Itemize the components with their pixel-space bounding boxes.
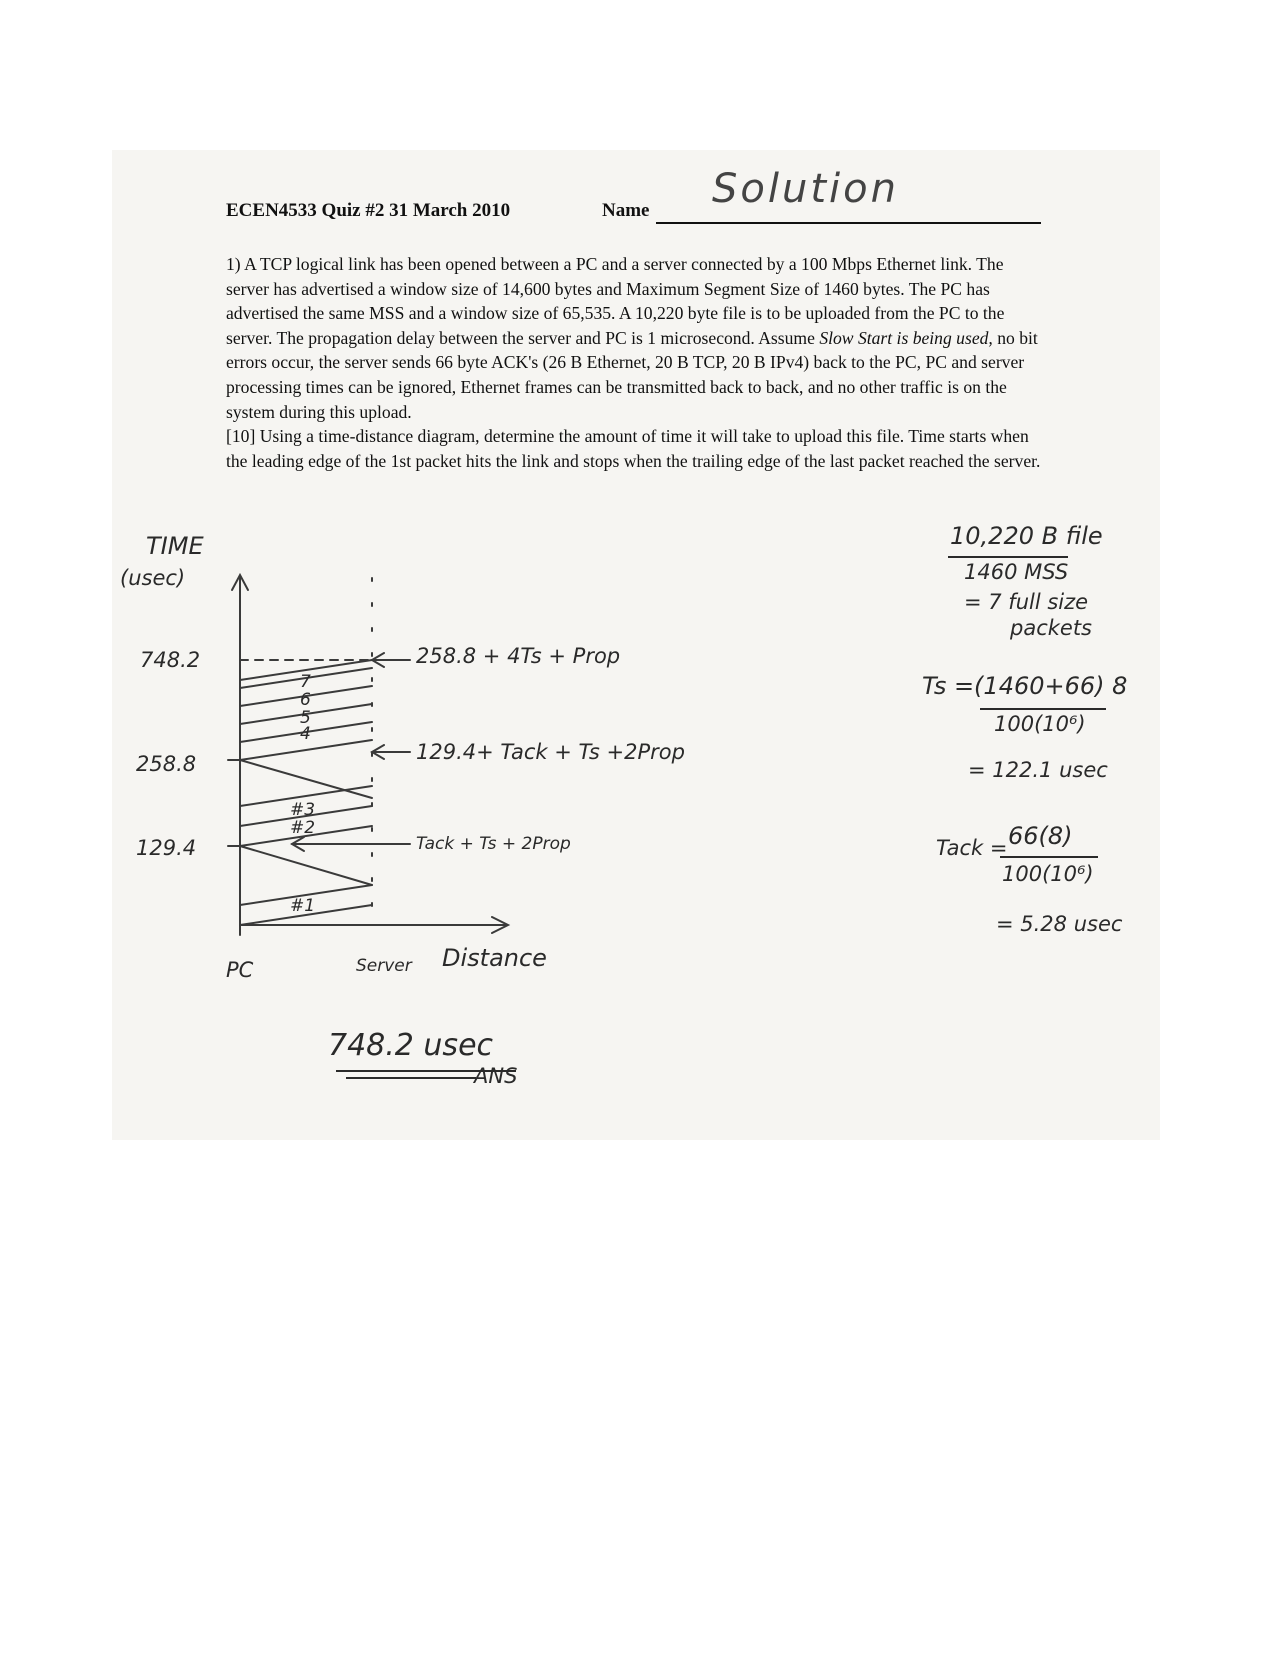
- work-packets-2: packets: [1010, 616, 1093, 640]
- work-tack-label: Tack =: [936, 836, 1008, 860]
- packet-label-5: 5: [300, 708, 311, 728]
- quiz-title: ECEN4533 Quiz #2 31 March 2010: [226, 200, 511, 221]
- annotation-748: 258.8 + 4Ts + Prop: [416, 644, 621, 668]
- y-axis-label-time: TIME: [146, 532, 204, 560]
- annotation-258: 129.4+ Tack + Ts +2Prop: [416, 740, 685, 764]
- work-ts-formula: Ts =(1460+66) 8: [922, 672, 1128, 700]
- work-tack-denominator: 100(10⁶): [1002, 862, 1094, 886]
- work-mss: 1460 MSS: [964, 560, 1069, 584]
- ack-1: [240, 846, 372, 885]
- work-ts-result: = 122.1 usec: [968, 758, 1108, 782]
- server-label: Server: [356, 956, 412, 976]
- work-ts-denominator: 100(10⁶): [994, 712, 1086, 736]
- time-mark-258: 258.8: [136, 752, 197, 776]
- annotation-129: Tack + Ts + 2Prop: [416, 834, 571, 854]
- work-packets: = 7 full size: [964, 590, 1089, 614]
- ack-2: [240, 760, 372, 798]
- answer-value: 748.2 usec: [328, 1028, 494, 1063]
- work-fraction-bar-3: [1000, 856, 1098, 858]
- work-fraction-bar-1: [948, 556, 1068, 558]
- name-label: Name: [602, 200, 650, 221]
- name-handwritten: Solution: [712, 166, 899, 212]
- answer-underline-2: [346, 1077, 476, 1079]
- work-fraction-bar-2: [980, 708, 1106, 710]
- x-axis-label: Distance: [442, 944, 547, 972]
- work-tack-result: = 5.28 usec: [996, 912, 1123, 936]
- packet-label-3: #3: [290, 800, 316, 820]
- time-mark-129: 129.4: [136, 836, 197, 860]
- problem-paragraph-1: 1) A TCP logical link has been opened between a PC and a server connected by a 100 Mbps Ethernet link. The server has advertised a window size of 14,600 bytes and Maximum Segment Size of 1460 bytes. The PC has advertised the same MSS and a window size of 65,535. A 10,220 byte file is to be uploaded from the PC to the server. The propagation delay between the server and PC is 1 microsecond. Assume Slow Start is being used, no bit errors occur, the server sends 66 byte ACK's (26 B Ethernet, 20 B TCP, 20 B IPv4) back to the PC, PC and server processing times can be ignored, Ethernet frames can be transmitted back to back, and no other traffic is on the system during this upload.: [226, 254, 1038, 422]
- packet-label-2: #2: [290, 818, 316, 838]
- packet-label-7: 7: [300, 672, 311, 692]
- work-tack-numerator: 66(8): [1008, 822, 1073, 850]
- answer-label: ANS: [474, 1064, 518, 1088]
- work-file-size: 10,220 B file: [950, 522, 1103, 550]
- time-mark-748: 748.2: [140, 648, 201, 672]
- packet-label-4: 4: [300, 724, 311, 744]
- pc-label: PC: [226, 958, 254, 982]
- problem-paragraph-2: [10] Using a time-distance diagram, determine the amount of time it will take to upload this file. Time starts when the leading edge of the 1st packet hits the link and stops when the trailing edge of the last packet reached the server.: [226, 426, 1041, 471]
- packet-label-1: #1: [290, 896, 316, 916]
- y-axis-label-unit: (usec): [120, 566, 186, 590]
- packet-label-6: 6: [300, 690, 311, 710]
